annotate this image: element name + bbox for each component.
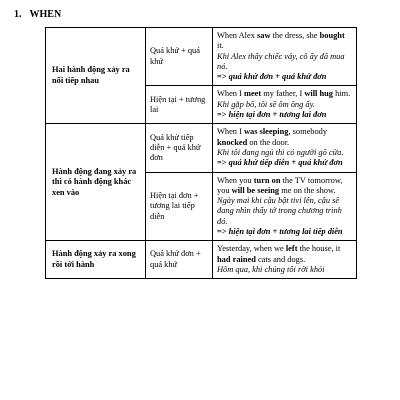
formula-text: hiện tại đơn + tương lai đơn (228, 110, 327, 120)
example-text: my father, I (261, 89, 305, 99)
example-verb: will be seeing (231, 185, 280, 195)
vietnamese-translation: Khi gặp bố, tôi sẽ ôm ông ấy. (217, 99, 315, 109)
vietnamese-translation: Khi tôi đang ngủ thì có người gõ cửa. (217, 147, 344, 157)
formula-text: quá khứ tiếp diễn + quá khứ đơn (228, 158, 343, 168)
example-text: When I (217, 89, 244, 99)
vietnamese-translation: Hôm qua, khi chúng tôi rời khỏi (217, 264, 325, 274)
english-example (217, 127, 352, 148)
example-text: the dress, she (270, 31, 320, 40)
english-example (217, 31, 352, 52)
example-text: him. (332, 89, 351, 99)
grammar-table (45, 27, 357, 279)
example-text: When Alex (217, 31, 258, 40)
example-cell (213, 241, 357, 279)
example-verb: meet (243, 89, 262, 99)
example-verb: left (285, 244, 298, 254)
example-text: the TV tomorrow, you (217, 175, 343, 195)
usage-cell: Hai hành động xảy ra nối tiếp nhau (46, 28, 146, 124)
section-heading (14, 9, 61, 20)
formula-text: hiện tại đơn + tương lai tiếp diễn (228, 227, 343, 237)
usage-cell: Hành động xảy ra xong rồi tới hành (46, 241, 146, 279)
table-row (46, 28, 357, 86)
tense-cell: Hiện tại đơn + tương lai tiếp diễn (146, 172, 213, 241)
example-text: cats and dogs. (255, 254, 306, 264)
formula-text: quá khứ đơn + quá khứ đơn (228, 72, 327, 82)
example-verb: saw (257, 31, 271, 40)
grammar-table-body (46, 28, 357, 279)
english-example (217, 244, 352, 265)
example-cell (213, 124, 357, 172)
example-verb: was sleeping (243, 127, 289, 137)
example-verb: had rained (217, 254, 256, 264)
example-cell (213, 28, 357, 86)
tense-formula (217, 227, 352, 237)
section-number: 1. (14, 9, 22, 20)
example-verb: bought (319, 31, 345, 40)
tense-formula (217, 72, 352, 82)
arrow-icon: => (217, 72, 227, 82)
example-text: it. (217, 41, 224, 51)
section-title: WHEN (29, 9, 62, 20)
tense-cell: Quá khứ đơn + quá khứ (146, 241, 213, 279)
example-text: When you (217, 175, 254, 185)
arrow-icon: => (217, 227, 227, 237)
example-text: the house, it (297, 244, 341, 254)
vietnamese-translation: Khi Alex thấy chiếc váy, cô ấy đã mua nó. (217, 51, 345, 71)
example-text: When I (217, 127, 244, 137)
tense-cell: Quá khứ tiếp diễn + quá khứ đơn (146, 124, 213, 172)
usage-cell: Hành động đang xảy ra thì có hành động khác xen vào (46, 124, 146, 241)
example-verb: will hug (304, 89, 333, 99)
arrow-icon: => (217, 158, 227, 168)
table-row (46, 241, 357, 279)
english-example (217, 89, 352, 99)
tense-formula (217, 158, 352, 168)
tense-formula (217, 110, 352, 120)
arrow-icon: => (217, 110, 227, 120)
example-text: on the door. (247, 137, 290, 147)
tense-cell: Quá khứ + quá khứ (146, 28, 213, 86)
vietnamese-translation: Ngày mai khi cậu bật tivi lên, cậu sẽ đang nhìn thấy tớ trong chương trình đó. (217, 196, 342, 226)
table-row (46, 124, 357, 172)
example-verb: knocked (217, 137, 248, 147)
example-cell (213, 86, 357, 124)
example-text: me on the show. (279, 185, 336, 195)
example-text: Yesterday, when we (217, 244, 286, 254)
example-cell (213, 172, 357, 241)
tense-cell: Hiện tại + tương lai (146, 86, 213, 124)
example-verb: turn on (253, 175, 281, 185)
english-example (217, 176, 352, 197)
example-text: , somebody (288, 127, 328, 137)
